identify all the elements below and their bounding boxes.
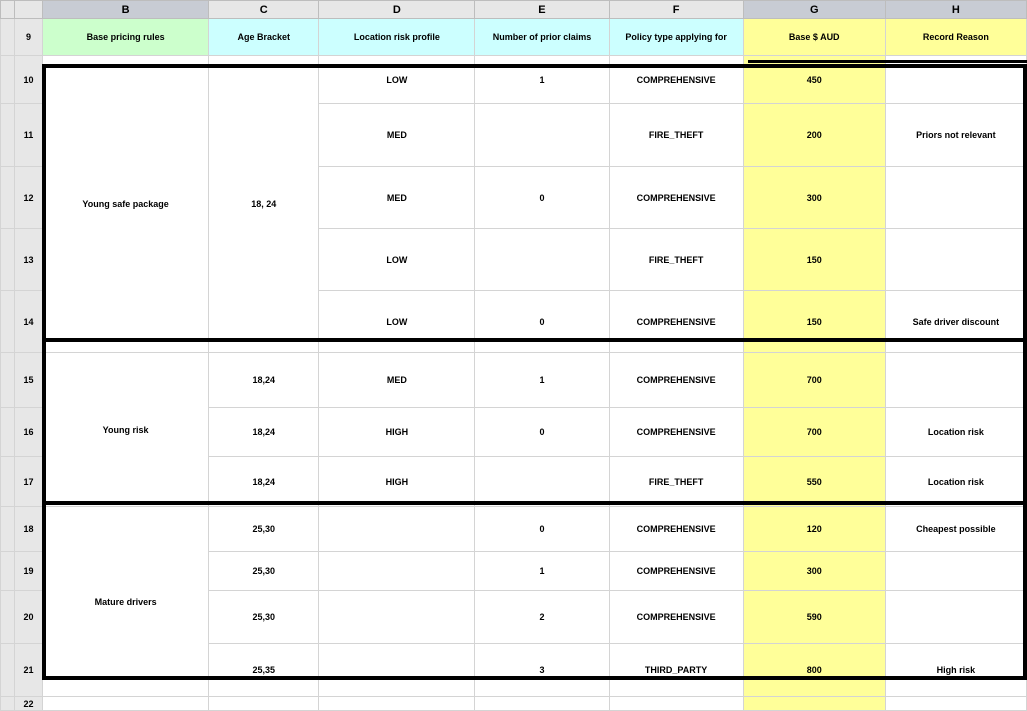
cell-age-16[interactable]: 18,24 (209, 408, 319, 457)
cell-age-17[interactable]: 18,24 (209, 457, 319, 507)
row-header-10[interactable]: 10 (15, 56, 43, 104)
cell-location-15[interactable]: MED (319, 353, 475, 408)
row-header-21[interactable]: 21 (15, 644, 43, 697)
cell-reason-13[interactable] (885, 229, 1026, 291)
column-header-e[interactable]: E (475, 1, 609, 19)
group-label-mature-drivers[interactable]: Mature drivers (43, 507, 209, 697)
cell-c-22[interactable] (209, 697, 319, 711)
cell-claims-20[interactable]: 2 (475, 591, 609, 644)
cell-policy-12[interactable]: COMPREHENSIVE (609, 167, 743, 229)
cell-claims-18[interactable]: 0 (475, 507, 609, 552)
cell-claims-14[interactable]: 0 (475, 291, 609, 353)
column-header-g[interactable]: G (743, 1, 885, 19)
cell-location-19[interactable] (319, 552, 475, 591)
cell-location-20[interactable] (319, 591, 475, 644)
row-header-9[interactable]: 9 (15, 19, 43, 56)
row-header-19[interactable]: 19 (15, 552, 43, 591)
cell-claims-12[interactable]: 0 (475, 167, 609, 229)
header-record-reason: Record Reason (885, 19, 1026, 56)
row-header-12[interactable]: 12 (15, 167, 43, 229)
table-row-9[interactable] (1, 19, 1027, 56)
cell-claims-19[interactable]: 1 (475, 552, 609, 591)
row-header-16[interactable]: 16 (15, 408, 43, 457)
cell-reason-19[interactable] (885, 552, 1026, 591)
group-age-bracket-young-safe-package[interactable]: 18, 24 (209, 56, 319, 353)
cell-policy-21[interactable]: THIRD_PARTY (609, 644, 743, 697)
cell-reason-18[interactable]: Cheapest possible (885, 507, 1026, 552)
col-a-spacer-16 (1, 408, 15, 457)
cell-age-19[interactable]: 25,30 (209, 552, 319, 591)
group-label-young-safe-package[interactable]: Young safe package (43, 56, 209, 353)
column-header-d[interactable]: D (319, 1, 475, 19)
cell-reason-17[interactable]: Location risk (885, 457, 1026, 507)
cell-claims-13[interactable] (475, 229, 609, 291)
col-a-spacer-14 (1, 291, 15, 353)
cell-location-14[interactable]: LOW (319, 291, 475, 353)
column-header-f[interactable]: F (609, 1, 743, 19)
col-a-spacer-19 (1, 552, 15, 591)
cell-policy-11[interactable]: FIRE_THEFT (609, 104, 743, 167)
header-number-of-prior-claims: Number of prior claims (475, 19, 609, 56)
cell-policy-18[interactable]: COMPREHENSIVE (609, 507, 743, 552)
row-header-17[interactable]: 17 (15, 457, 43, 507)
col-a-spacer-15 (1, 353, 15, 408)
header-base-aud: Base $ AUD (743, 19, 885, 56)
cell-base-17[interactable]: 550 (743, 457, 885, 507)
cell-base-11[interactable]: 200 (743, 104, 885, 167)
row-header-11[interactable]: 11 (15, 104, 43, 167)
cell-location-10[interactable]: LOW (319, 56, 475, 104)
row-header-18[interactable]: 18 (15, 507, 43, 552)
cell-base-16[interactable]: 700 (743, 408, 885, 457)
cell-location-12[interactable]: MED (319, 167, 475, 229)
cell-base-18[interactable]: 120 (743, 507, 885, 552)
cell-claims-16[interactable]: 0 (475, 408, 609, 457)
table-row-15[interactable] (1, 353, 1027, 408)
cell-base-10[interactable]: 450 (743, 56, 885, 104)
cell-base-15[interactable]: 700 (743, 353, 885, 408)
header-policy-type: Policy type applying for (609, 19, 743, 56)
column-header-h[interactable]: H (885, 1, 1026, 19)
row-header-13[interactable]: 13 (15, 229, 43, 291)
col-a-spacer-17 (1, 457, 15, 507)
column-header-b[interactable]: B (43, 1, 209, 19)
cell-f-22[interactable] (609, 697, 743, 711)
col-a-spacer-10 (1, 56, 15, 104)
col-a-spacer-13 (1, 229, 15, 291)
cell-base-13[interactable]: 150 (743, 229, 885, 291)
cell-g-22[interactable] (743, 697, 885, 711)
cell-reason-12[interactable] (885, 167, 1026, 229)
cell-policy-13[interactable]: FIRE_THEFT (609, 229, 743, 291)
cell-b-22[interactable] (43, 697, 209, 711)
row-header-22[interactable]: 22 (15, 697, 43, 711)
cell-base-14[interactable]: 150 (743, 291, 885, 353)
cell-reason-14[interactable]: Safe driver discount (885, 291, 1026, 353)
cell-d-22[interactable] (319, 697, 475, 711)
cell-location-17[interactable]: HIGH (319, 457, 475, 507)
header-age-bracket: Age Bracket (209, 19, 319, 56)
row-header-corner[interactable] (15, 1, 43, 19)
cell-reason-15[interactable] (885, 353, 1026, 408)
col-a-spacer-18 (1, 507, 15, 552)
cell-age-18[interactable]: 25,30 (209, 507, 319, 552)
cell-reason-16[interactable]: Location risk (885, 408, 1026, 457)
cell-reason-21[interactable]: High risk (885, 644, 1026, 697)
cell-location-16[interactable]: HIGH (319, 408, 475, 457)
cell-policy-16[interactable]: COMPREHENSIVE (609, 408, 743, 457)
cell-policy-20[interactable]: COMPREHENSIVE (609, 591, 743, 644)
table-row-10[interactable] (1, 56, 1027, 104)
corner-box[interactable] (1, 1, 15, 19)
cell-policy-19[interactable]: COMPREHENSIVE (609, 552, 743, 591)
row-header-15[interactable]: 15 (15, 353, 43, 408)
col-a-spacer-20 (1, 591, 15, 644)
cell-age-20[interactable]: 25,30 (209, 591, 319, 644)
table-row-22[interactable] (1, 697, 1027, 711)
column-header-c[interactable]: C (209, 1, 319, 19)
cell-location-18[interactable] (319, 507, 475, 552)
cell-claims-10[interactable]: 1 (475, 56, 609, 104)
cell-age-15[interactable]: 18,24 (209, 353, 319, 408)
cell-reason-10[interactable] (885, 56, 1026, 104)
cell-policy-17[interactable]: FIRE_THEFT (609, 457, 743, 507)
cell-policy-10[interactable]: COMPREHENSIVE (609, 56, 743, 104)
cell-claims-17[interactable] (475, 457, 609, 507)
cell-location-13[interactable]: LOW (319, 229, 475, 291)
col-a-spacer-21 (1, 644, 15, 697)
cell-h-22[interactable] (885, 697, 1026, 711)
col-a-spacer-9 (1, 19, 15, 56)
group-label-young-risk[interactable]: Young risk (43, 353, 209, 507)
cell-e-22[interactable] (475, 697, 609, 711)
cell-claims-11[interactable] (475, 104, 609, 167)
cell-base-12[interactable]: 300 (743, 167, 885, 229)
col-a-spacer-12 (1, 167, 15, 229)
cell-reason-20[interactable] (885, 591, 1026, 644)
cell-policy-14[interactable]: COMPREHENSIVE (609, 291, 743, 353)
cell-location-21[interactable] (319, 644, 475, 697)
cell-base-20[interactable]: 590 (743, 591, 885, 644)
cell-location-11[interactable]: MED (319, 104, 475, 167)
cell-base-19[interactable]: 300 (743, 552, 885, 591)
col-a-spacer-22 (1, 697, 15, 711)
header-base-pricing-rules: Base pricing rules (43, 19, 209, 56)
col-a-spacer-11 (1, 104, 15, 167)
cell-base-21[interactable]: 800 (743, 644, 885, 697)
cell-reason-11[interactable]: Priors not relevant (885, 104, 1026, 167)
header-location-risk-profile: Location risk profile (319, 19, 475, 56)
row-header-20[interactable]: 20 (15, 591, 43, 644)
cell-claims-21[interactable]: 3 (475, 644, 609, 697)
cell-age-21[interactable]: 25,35 (209, 644, 319, 697)
column-header-row[interactable] (1, 1, 1027, 19)
row-header-14[interactable]: 14 (15, 291, 43, 353)
table-row-18[interactable] (1, 507, 1027, 552)
cell-policy-15[interactable]: COMPREHENSIVE (609, 353, 743, 408)
cell-claims-15[interactable]: 1 (475, 353, 609, 408)
